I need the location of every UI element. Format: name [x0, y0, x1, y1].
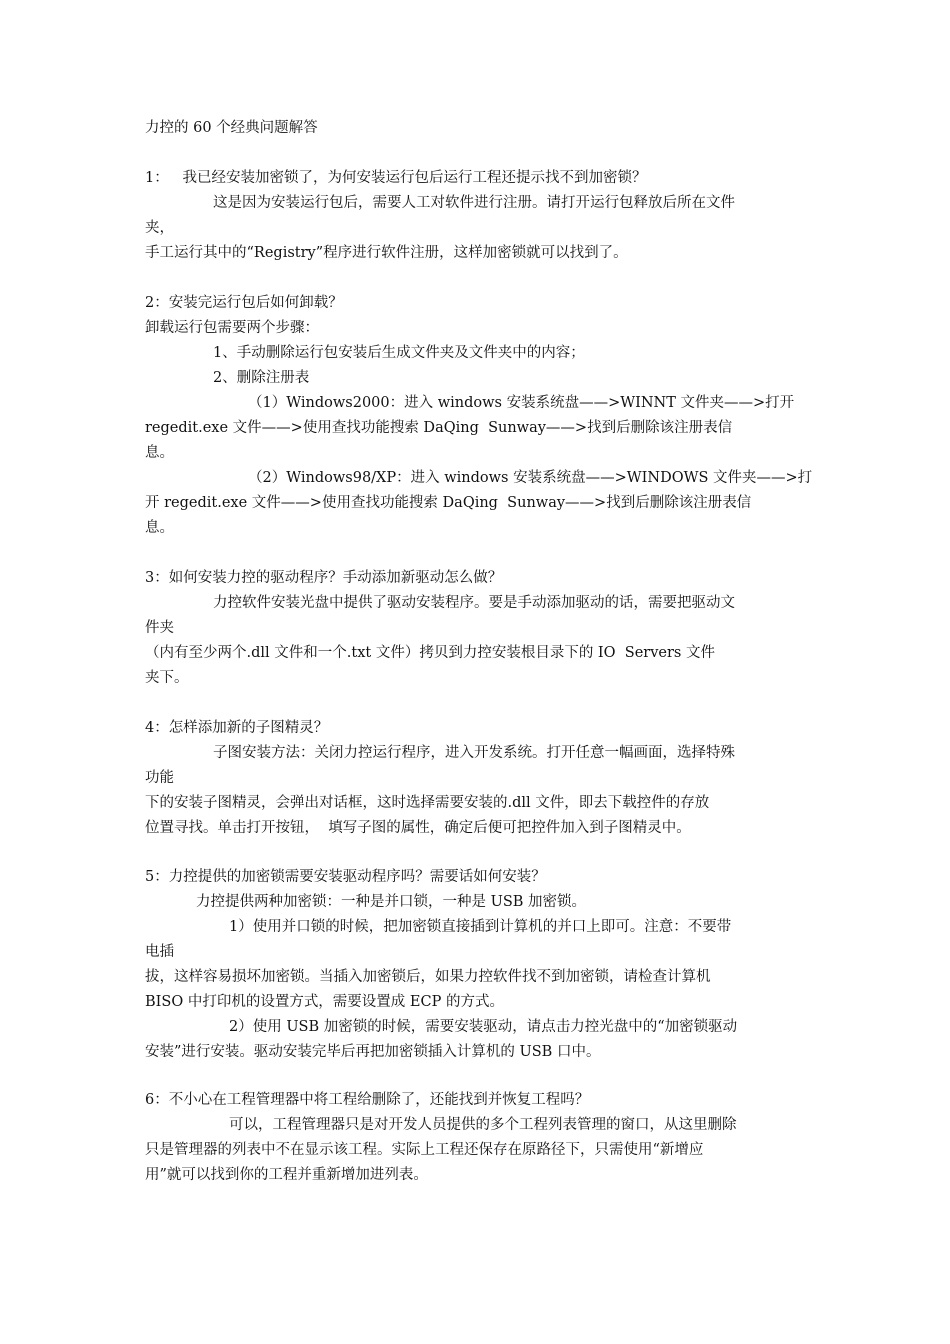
q5-question: 5：力控提供的加密锁需要安装驱动程序吗？需要话如何安装？ [145, 869, 546, 885]
q2-answer-line: 2、删除注册表 [213, 370, 310, 386]
document-title: 力控的 60 个经典问题解答 [145, 120, 318, 136]
q5-answer-line: 2）使用 USB 加密锁的时候，需要安装驱动，请点击力控光盘中的“加密锁驱动 [229, 1019, 738, 1035]
q2-answer-line: regedit.exe 文件——>使用查找功能搜索 DaQing Sunway——>找到后删除该注册表信 [145, 420, 733, 436]
q4-question: 4：怎样添加新的子图精灵？ [145, 720, 329, 736]
q5-answer-line: 电插 [145, 944, 174, 960]
q2-answer-line: 息。 [145, 445, 174, 461]
q1-answer-line: 这是因为安装运行包后，需要人工对软件进行注册。请打开运行包释放后所在文件 [213, 195, 735, 211]
q1-answer-line: 手工运行其中的“Registry”程序进行软件注册，这样加密锁就可以找到了。 [145, 245, 628, 261]
q1-question: 1： 我已经安装加密锁了，为何安装运行包后运行工程还提示找不到加密锁？ [145, 170, 647, 186]
q2-answer-line: 息。 [145, 520, 174, 536]
q2-answer-line: （2）Windows98/XP：进入 windows 安装系统盘——>WINDOWS 文件夹——>打 [248, 470, 813, 486]
q2-answer-line: 1、手动删除运行包安装后生成文件夹及文件夹中的内容； [213, 345, 585, 361]
q2-answer-line: 卸载运行包需要两个步骤： [145, 320, 319, 336]
q1-answer-line: 夹， [145, 220, 174, 236]
q4-answer-line: 子图安装方法：关闭力控运行程序，进入开发系统。打开任意一幅画面，选择特殊 [213, 745, 735, 761]
q5-answer-line: BISO 中打印机的设置方式，需要设置成 ECP 的方式。 [145, 994, 504, 1010]
q6-answer-line: 用”就可以找到你的工程并重新增加进列表。 [145, 1167, 428, 1183]
q3-answer-line: 力控软件安装光盘中提供了驱动安装程序。要是手动添加驱动的话，需要把驱动文 [213, 595, 735, 611]
q5-answer-line: 安装”进行安装。驱动安装完毕后再把加密锁插入计算机的 USB 口中。 [145, 1044, 601, 1060]
q5-answer-line: 拔，这样容易损坏加密锁。当插入加密锁后，如果力控软件找不到加密锁，请检查计算机 [145, 969, 711, 985]
q4-answer-line: 位置寻找。单击打开按钮， 填写子图的属性，确定后便可把控件加入到子图精灵中。 [145, 820, 691, 836]
q4-answer-line: 功能 [145, 770, 174, 786]
q3-answer-line: 夹下。 [145, 670, 189, 686]
q2-question: 2：安装完运行包后如何卸载？ [145, 295, 343, 311]
q5-answer-line: 1）使用并口锁的时候，把加密锁直接插到计算机的并口上即可。注意：不要带 [229, 919, 732, 935]
q6-answer-line: 只是管理器的列表中不在显示该工程。实际上工程还保存在原路径下，只需使用“新增应 [145, 1142, 704, 1158]
q4-answer-line: 下的安装子图精灵，会弹出对话框，这时选择需要安装的.dll 文件，即去下载控件的存放 [145, 795, 710, 811]
q6-question: 6：不小心在工程管理器中将工程给删除了，还能找到并恢复工程吗？ [145, 1092, 590, 1108]
q3-answer-line: 件夹 [145, 620, 174, 636]
q3-question: 3：如何安装力控的驱动程序？手动添加新驱动怎么做？ [145, 570, 503, 586]
q5-answer-line: 力控提供两种加密锁：一种是并口锁，一种是 USB 加密锁。 [196, 894, 587, 910]
q2-answer-line: （1）Windows2000：进入 windows 安装系统盘——>WINNT 文件夹——>打开 [248, 395, 795, 411]
q2-answer-line: 开 regedit.exe 文件——>使用查找功能搜索 DaQing Sunway——>找到后删除该注册表信 [145, 495, 752, 511]
q6-answer-line: 可以，工程管理器只是对开发人员提供的多个工程列表管理的窗口，从这里删除 [229, 1117, 737, 1133]
q3-answer-line: （内有至少两个.dll 文件和一个.txt 文件）拷贝到力控安装根目录下的 IO Servers 文件 [145, 645, 715, 661]
